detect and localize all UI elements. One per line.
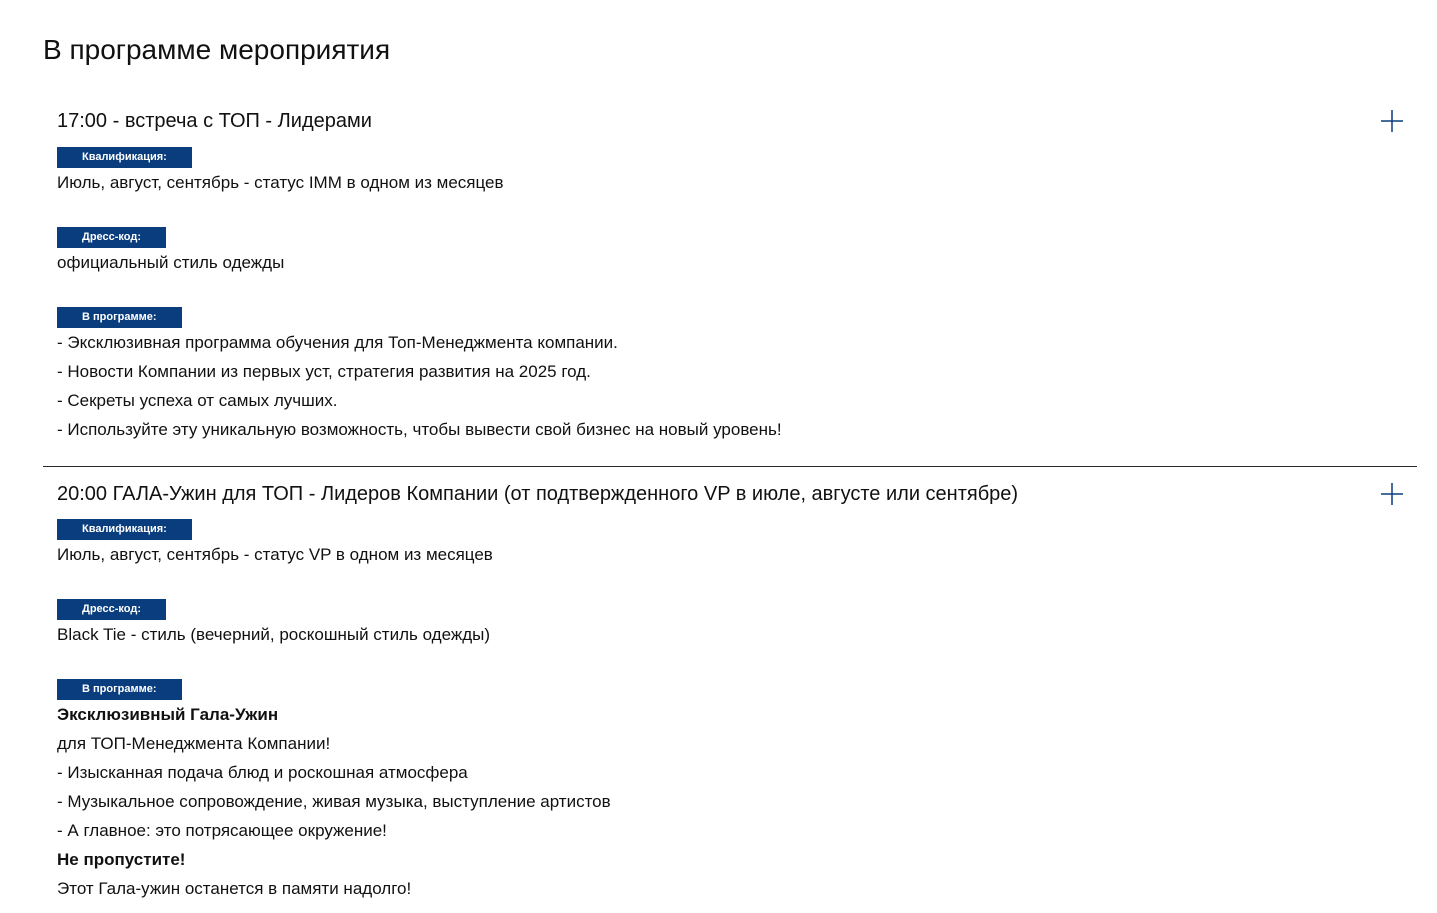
plus-icon[interactable] [1381,110,1403,132]
program-block [57,679,611,903]
program-line: - Используйте эту уникальную возможность, чтобы вывести свой бизнес на новый уровень! [57,420,782,439]
dress-code-block [57,227,284,277]
qualification-badge: Квалификация: [57,147,192,168]
program-callout: Не пропустите! [57,850,186,869]
section-title[interactable]: 20:00 ГАЛА-Ужин для ТОП - Лидеров Компании (от подтвержденного VP в июле, августе или сентябре) [57,483,1019,505]
dress-code-text: Black Tie - стиль (вечерний, роскошный стиль одежды) [57,625,491,644]
qualification-badge: Квалификация: [57,519,192,540]
accordion-section-2 [43,477,1417,898]
program-block [57,307,782,444]
program-line: - Новости Компании из первых уст, стратегия развития на 2025 год. [57,362,591,381]
qualification-block [57,519,493,569]
plus-icon[interactable] [1381,483,1403,505]
program-line: - Изысканная подача блюд и роскошная атмосфера [57,763,468,782]
qualification-text: Июль, август, сентябрь - статус IMM в одном из месяцев [57,173,504,192]
program-badge: В программе: [57,307,182,328]
page-title: В программе мероприятия [43,34,391,65]
accordion-header-1[interactable] [43,104,1417,138]
qualification-text: Июль, август, сентябрь - статус VP в одном из месяцев [57,545,493,564]
program-line: - Эксклюзивная программа обучения для Топ-Менеджмента компании. [57,333,618,352]
program-heading: Эксклюзивный Гала-Ужин [57,705,279,724]
section-title[interactable]: 17:00 - встреча с ТОП - Лидерами [57,110,372,132]
program-line: для ТОП-Менеджмента Компании! [57,734,331,753]
qualification-block [57,147,504,197]
dress-code-block [57,599,490,649]
accordion-header-2[interactable] [43,477,1417,511]
dress-code-badge: Дресс-код: [57,227,166,248]
dress-code-text: официальный стиль одежды [57,253,285,272]
program-closing: Этот Гала-ужин останется в памяти надолго! [57,879,412,898]
program-line: - Секреты успеха от самых лучших. [57,391,338,410]
program-line: - Музыкальное сопровождение, живая музыка, выступление артистов [57,792,611,811]
accordion-section-1 [43,104,1417,439]
dress-code-badge: Дресс-код: [57,599,166,620]
section-divider [43,466,1417,467]
program-badge: В программе: [57,679,182,700]
program-line: - А главное: это потрясающее окружение! [57,821,387,840]
